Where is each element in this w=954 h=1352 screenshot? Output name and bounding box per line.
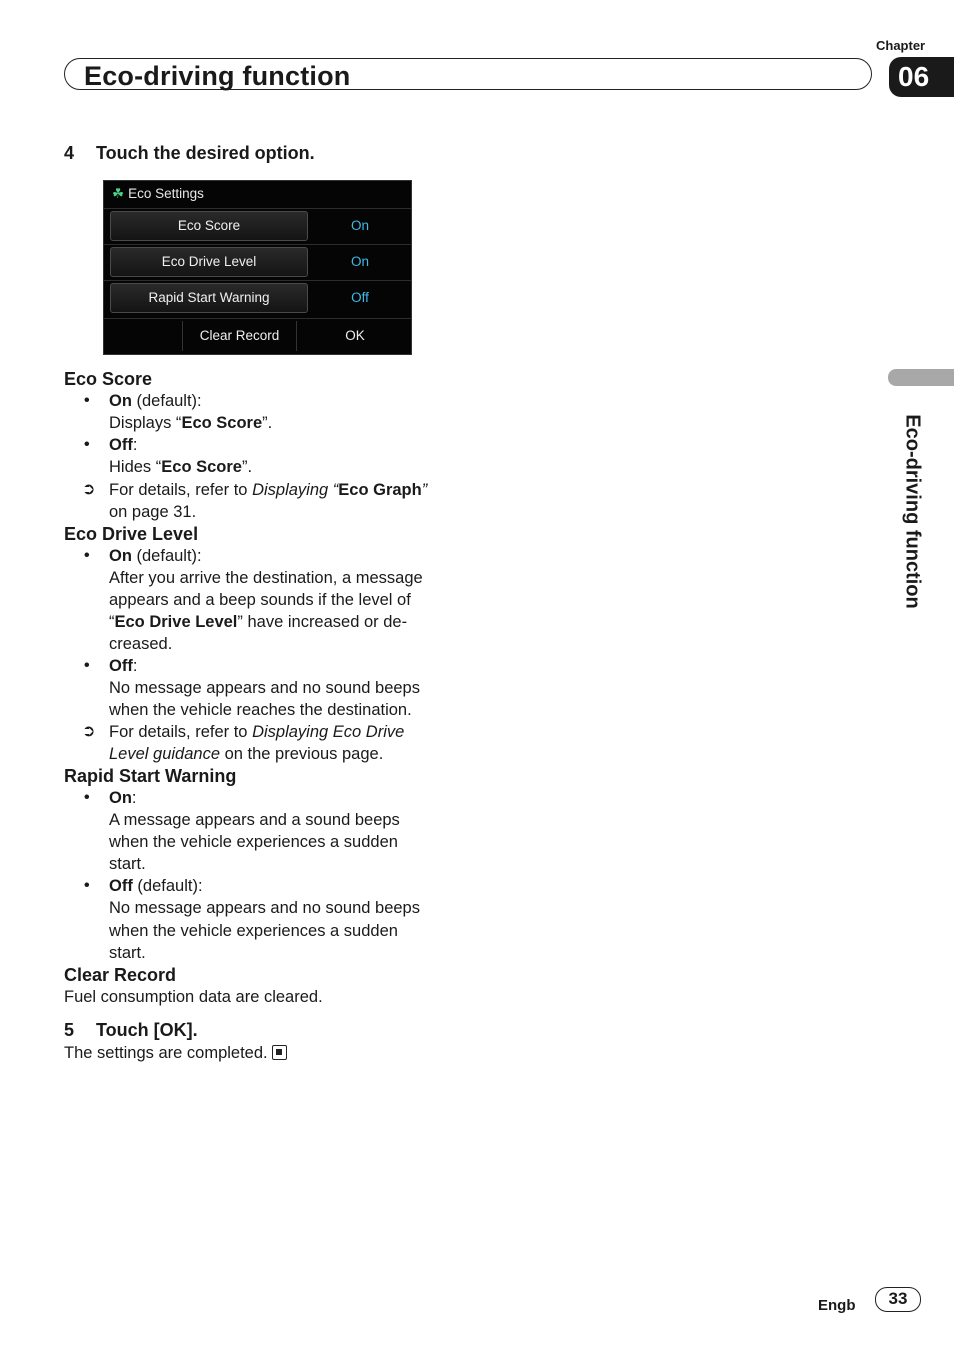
rapid-start-heading: Rapid Start Warning xyxy=(64,766,237,786)
rapid-start-off-desc-1: No message appears and no sound beeps xyxy=(109,899,420,917)
step-text: Touch the desired option. xyxy=(96,143,315,163)
divider xyxy=(104,318,411,319)
eco-drive-level-reference: For details, refer to Displaying Eco Drive xyxy=(109,723,405,741)
rapid-start-on-desc-2: when the vehicle experiences a sudden xyxy=(109,833,398,851)
eco-drive-level-value: On xyxy=(350,254,369,269)
divider xyxy=(104,280,411,281)
eco-drive-level-off-desc-2: when the vehicle reaches the destination. xyxy=(109,701,412,719)
bullet: • xyxy=(84,877,90,894)
eco-drive-level-heading: Eco Drive Level xyxy=(64,524,199,544)
page-title: Eco-driving function xyxy=(84,61,351,91)
side-tab-label: Eco-driving function xyxy=(901,414,924,609)
clear-record-heading: Clear Record xyxy=(64,965,177,985)
eco-drive-level-on-desc-4: creased. xyxy=(109,635,173,653)
rapid-start-on: On: xyxy=(109,789,137,807)
reference-arrow-icon: ➲ xyxy=(82,723,96,740)
divider xyxy=(104,208,411,209)
eco-drive-level-off-desc-1: No message appears and no sound beeps xyxy=(109,679,420,697)
rapid-start-warning-value: Off xyxy=(351,290,369,305)
reference-arrow-icon: ➲ xyxy=(82,481,96,498)
clear-record-button[interactable]: Clear Record xyxy=(182,321,297,351)
screen-title xyxy=(112,186,204,202)
side-tab-marker xyxy=(888,369,954,386)
eco-drive-level-on-desc-1: After you arrive the destination, a message xyxy=(109,569,423,587)
page-number: 33 xyxy=(875,1287,921,1312)
eco-score-on: On (default): xyxy=(109,392,202,410)
leaf-icon: ☘ xyxy=(112,186,125,201)
eco-score-on-desc: Displays “Eco Score”. xyxy=(109,414,273,432)
eco-score-reference-page: on page 31. xyxy=(109,503,197,521)
bullet: • xyxy=(84,789,90,806)
bullet: • xyxy=(84,392,90,409)
eco-score-value: On xyxy=(350,218,369,233)
eco-score-off-desc: Hides “Eco Score”. xyxy=(109,458,253,476)
rapid-start-on-desc-3: start. xyxy=(109,855,146,873)
step-number: 4 xyxy=(64,143,75,163)
chapter-label: Chapter xyxy=(876,38,926,53)
divider xyxy=(104,244,411,245)
eco-score-heading: Eco Score xyxy=(64,369,153,389)
eco-drive-level-on-desc-2: appears and a beep sounds if the level of xyxy=(109,591,411,609)
end-mark-icon xyxy=(272,1045,287,1060)
step-text: Touch [OK]. xyxy=(96,1020,198,1040)
eco-drive-level-reference-2: Level guidance on the previous page. xyxy=(109,745,384,763)
chapter-number: 06 xyxy=(898,61,930,92)
eco-score-reference: For details, refer to Displaying “Eco Graph” xyxy=(109,481,428,499)
setting-row-eco-drive-level[interactable] xyxy=(110,247,410,279)
screen-title-text: Eco Settings xyxy=(128,186,204,201)
footer-language: Engb xyxy=(818,1297,856,1314)
rapid-start-on-desc-1: A message appears and a sound beeps xyxy=(109,811,400,829)
eco-drive-level-on-desc-3: “Eco Drive Level” have increased or de- xyxy=(109,613,408,631)
bullet: • xyxy=(84,657,90,674)
setting-row-eco-score[interactable] xyxy=(110,211,410,243)
bullet: • xyxy=(84,547,90,564)
rapid-start-off-desc-3: start. xyxy=(109,944,146,962)
step-4 xyxy=(64,143,315,164)
setting-row-rapid-start-warning[interactable] xyxy=(110,283,410,315)
eco-drive-level-on: On (default): xyxy=(109,547,202,565)
ok-button[interactable]: OK xyxy=(345,328,365,343)
bullet: • xyxy=(84,436,90,453)
eco-drive-level-button[interactable]: Eco Drive Level xyxy=(110,247,308,277)
eco-score-off: Off: xyxy=(109,436,138,454)
rapid-start-off-desc-2: when the vehicle experiences a sudden xyxy=(109,922,398,940)
step-5 xyxy=(64,1020,198,1041)
clear-record-desc: Fuel consumption data are cleared. xyxy=(64,988,323,1006)
rapid-start-off: Off (default): xyxy=(109,877,203,895)
step-5-desc: The settings are completed. xyxy=(64,1042,287,1064)
step-number: 5 xyxy=(64,1020,75,1040)
eco-drive-level-off: Off: xyxy=(109,657,138,675)
eco-settings-screenshot xyxy=(103,180,412,355)
eco-score-button[interactable]: Eco Score xyxy=(110,211,308,241)
rapid-start-warning-button[interactable]: Rapid Start Warning xyxy=(110,283,308,313)
